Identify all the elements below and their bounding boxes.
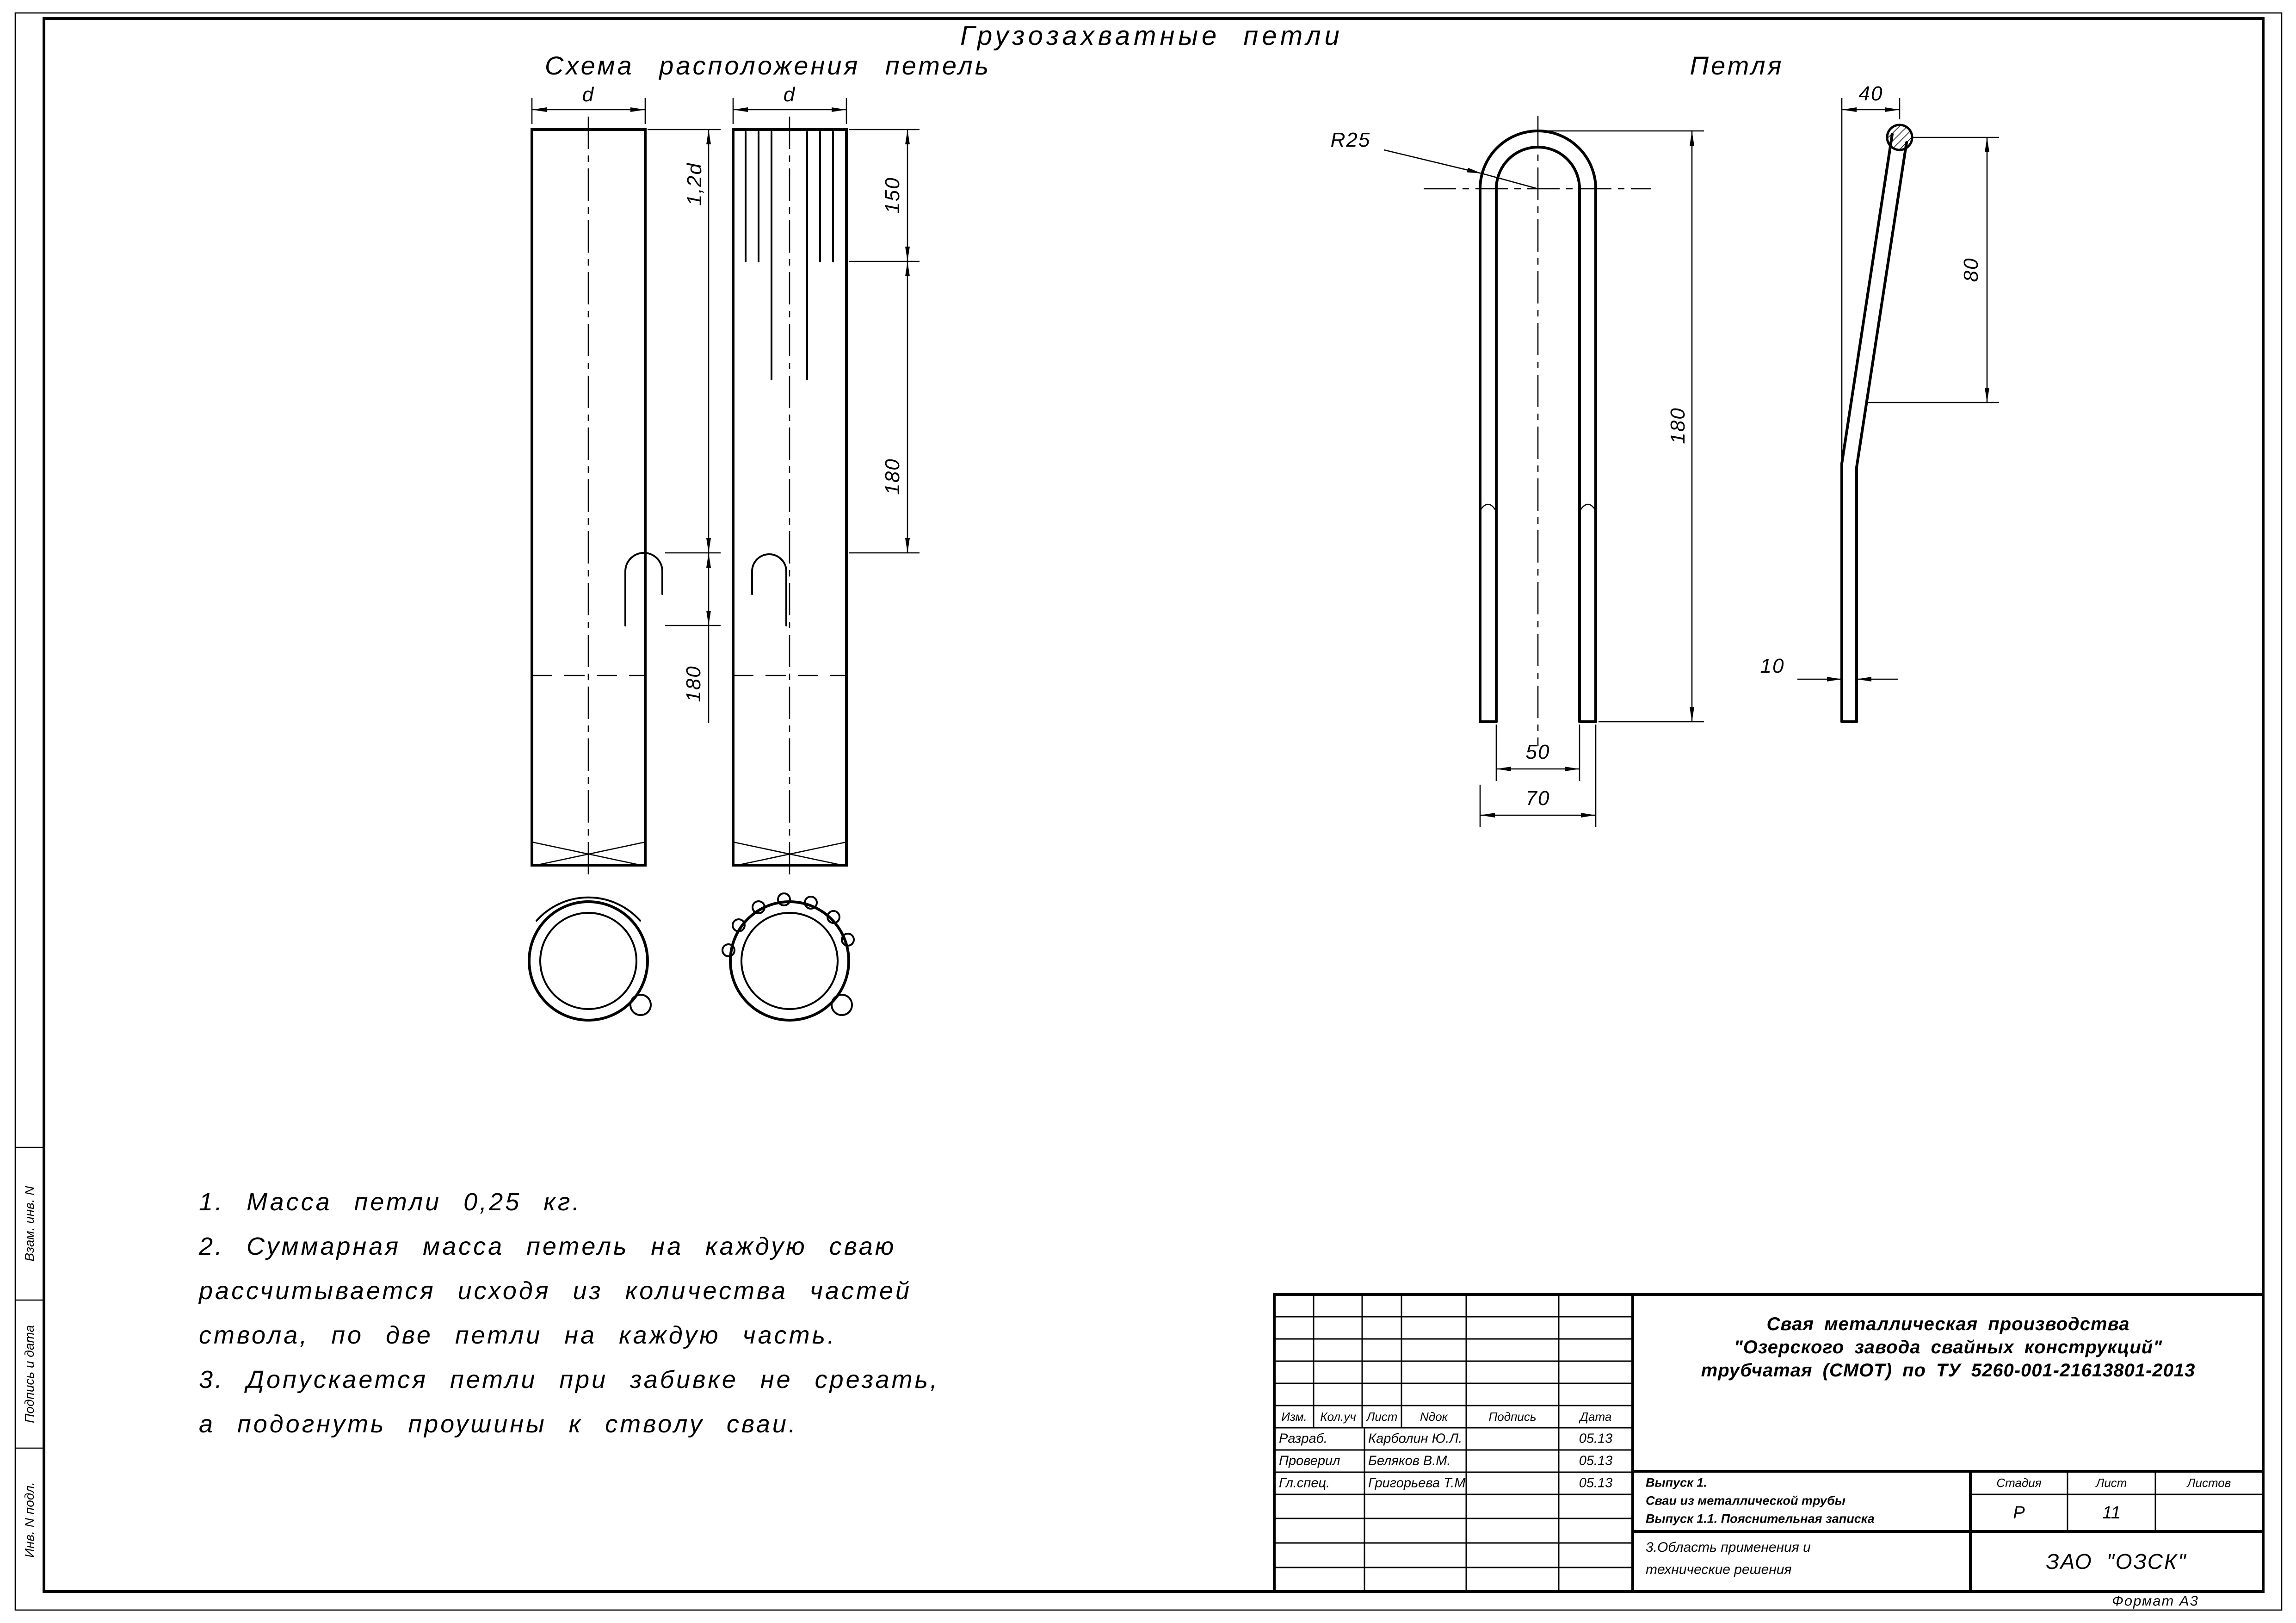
tb-row-role: Проверил xyxy=(1279,1453,1340,1468)
tb-doc-title-line-2: "Озерского завода свайных конструкций" xyxy=(1734,1337,2163,1357)
tb-row-name: Карболин Ю.Л. xyxy=(1368,1431,1463,1446)
dim-label-loop-inner-width: 50 xyxy=(1525,741,1550,763)
page-title: Грузозахватные петли xyxy=(960,21,1343,51)
tb-issue-line-1: Выпуск 1. xyxy=(1646,1475,1707,1490)
dim-label-pile2-offset: 150 xyxy=(881,177,904,214)
dim-label-side-bend-height: 80 xyxy=(1960,257,1982,282)
note-line-4: ствола, по две петли на каждую часть. xyxy=(199,1321,837,1349)
loop-front-view xyxy=(1384,116,1704,827)
tb-company: ЗАО "ОЗСК" xyxy=(2046,1549,2187,1573)
tb-sheets-label: Листов xyxy=(2187,1476,2231,1490)
tb-col-data: Дата xyxy=(1580,1410,1612,1424)
tb-col-ndok: Nдок xyxy=(1420,1410,1448,1424)
tb-sheet-value: 11 xyxy=(2102,1503,2121,1523)
dim-label-pile1-loop-height: 180 xyxy=(682,665,705,702)
tb-col-podpis: Подпись xyxy=(1488,1410,1537,1424)
tb-col-izm: Изм. xyxy=(1281,1410,1307,1424)
section1-loop-ear xyxy=(630,995,651,1015)
tb-row-role: Разраб. xyxy=(1279,1431,1327,1446)
tb-row-name: Беляков В.М. xyxy=(1368,1453,1451,1468)
dim-label-loop-radius: R25 xyxy=(1330,129,1371,151)
tb-section-line-1: 3.Область применения и xyxy=(1646,1540,1811,1555)
margin-label-podpis: Подпись и дата xyxy=(22,1325,37,1423)
note-line-1: 1. Масса петли 0,25 кг. xyxy=(199,1188,582,1216)
dim-label-side-rod-diameter: 10 xyxy=(1760,655,1785,677)
tb-row-date: 05.13 xyxy=(1579,1431,1613,1446)
dim-label-side-top-offset: 40 xyxy=(1858,82,1883,105)
pile-side-view xyxy=(532,98,721,879)
tb-row-date: 05.13 xyxy=(1579,1453,1613,1468)
rod-end-section xyxy=(1887,125,1912,150)
note-line-5: 3. Допускается петли при забивке не срезать, xyxy=(199,1366,939,1394)
note-line-3: рассчитывается исходя из количества частей xyxy=(199,1277,912,1305)
margin-label-inv: Инв. N подл. xyxy=(22,1482,37,1558)
tb-row-name: Григорьева Т.М xyxy=(1368,1475,1466,1491)
tb-doc-title-line-3: трубчатая (СМОТ) по ТУ 5260-001-21613801-2013 xyxy=(1701,1360,2196,1381)
tb-issue-line-2: Сваи из металлической трубы xyxy=(1646,1493,1845,1508)
dim-label-pile1-d: d xyxy=(582,83,595,106)
tb-stage-label: Стадия xyxy=(1996,1476,2042,1490)
tb-sheet-label: Лист xyxy=(2096,1476,2127,1490)
margin-label-vzam: Взам. инв. N xyxy=(22,1186,37,1262)
layout-view-subtitle: Схема расположения петель xyxy=(544,51,991,80)
tb-row-date: 05.13 xyxy=(1579,1475,1613,1491)
tb-col-list: Лист xyxy=(1366,1410,1398,1424)
section2-loop-ear xyxy=(832,995,852,1015)
tb-section-line-2: технические решения xyxy=(1646,1562,1792,1577)
dim-label-pile2-loop-height: 180 xyxy=(881,458,904,495)
dim-label-pile1-offset: 1,2d xyxy=(683,162,706,206)
dim-label-loop-height: 180 xyxy=(1666,407,1689,444)
loop-side-view xyxy=(1797,98,1999,722)
format-note: Формат А3 xyxy=(2112,1592,2199,1609)
dim-label-loop-outer-width: 70 xyxy=(1525,787,1550,810)
tb-doc-title-line-1: Свая металлическая производства xyxy=(1766,1314,2130,1334)
loop-view-subtitle: Петля xyxy=(1690,51,1784,80)
note-line-2: 2. Суммарная масса петель на каждую сваю xyxy=(199,1233,896,1260)
tb-stage-value: Р xyxy=(2013,1503,2025,1523)
tb-issue-line-3: Выпуск 1.1. Пояснительная записка xyxy=(1646,1511,1875,1526)
pile2-loop-hook xyxy=(752,554,786,626)
dim-label-pile2-d: d xyxy=(783,83,796,106)
note-line-6: а подогнуть проушины к стволу сваи. xyxy=(199,1410,798,1438)
tb-row-role: Гл.спец. xyxy=(1279,1475,1330,1491)
tb-col-koluch: Кол.уч xyxy=(1320,1410,1356,1424)
pile-section-views xyxy=(529,893,854,1020)
